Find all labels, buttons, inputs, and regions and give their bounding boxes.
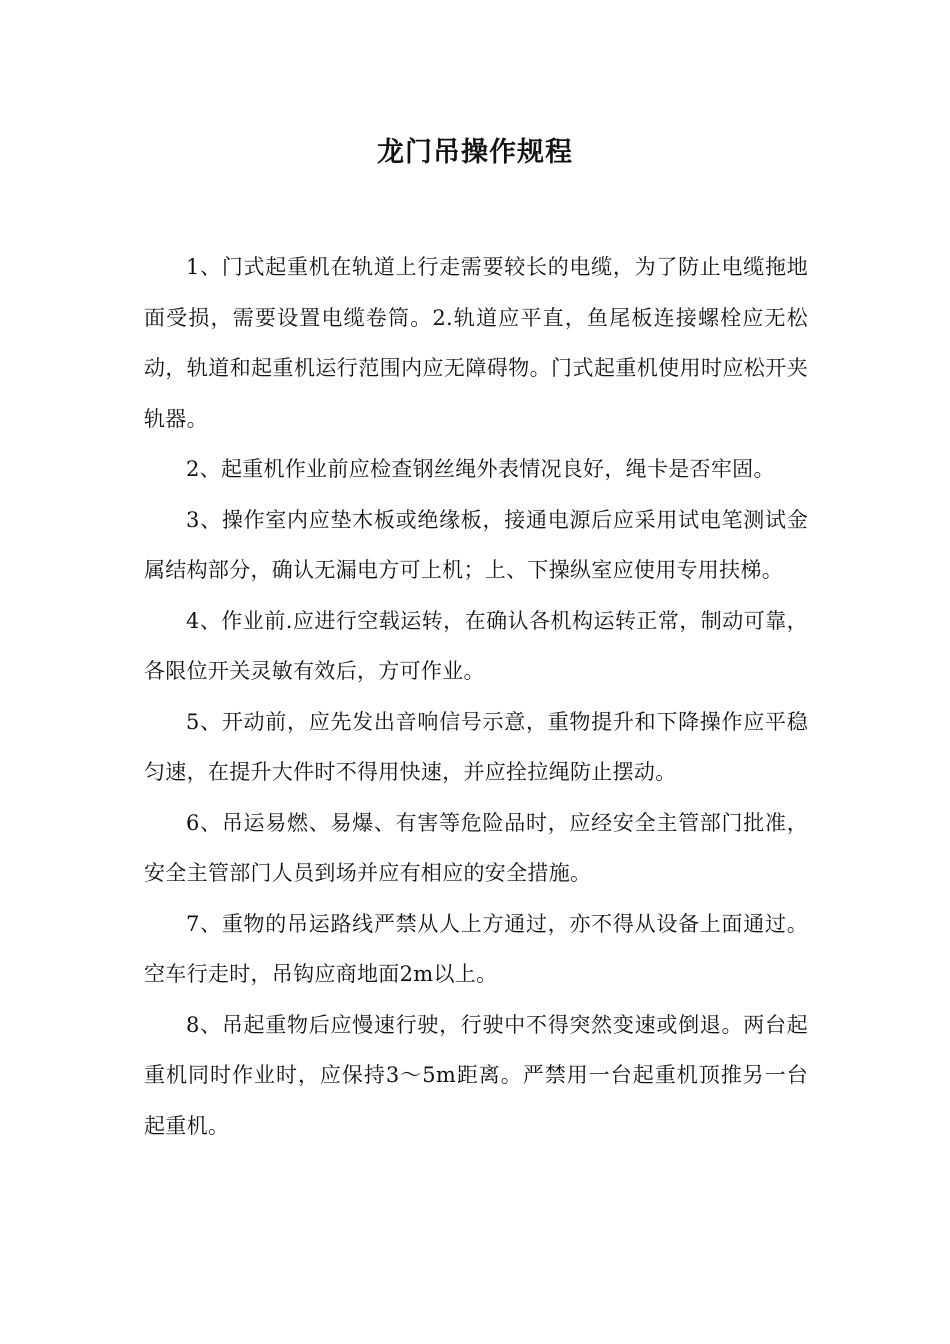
paragraph-1: 1、门式起重机在轨道上行走需要较长的电缆，为了防止电缆拖地面受损，需要设置电缆卷筒。2.轨道应平直，鱼尾板连接螺栓应无松动，轨道和起重机运行范围内应无障碍物。门式起重机使用时应松开夹轨器。 <box>144 255 808 431</box>
document-title: 龙门吊操作规程 <box>377 137 573 168</box>
paragraph-2: 2、起重机作业前应检查钢丝绳外表情况良好，绳卡是否牢固。 <box>186 457 775 481</box>
document-body <box>144 242 808 1151</box>
paragraph-7: 7、重物的吊运路线严禁从人上方通过，亦不得从设备上面通过。空车行走时，吊钩应商地面2m以上。 <box>144 911 808 986</box>
paragraph-6: 6、吊运易燃、易爆、有害等危险品时，应经安全主管部门批准，安全主管部门人员到场并应有相应的安全措施。 <box>144 810 808 885</box>
paragraph-3: 3、操作室内应垫木板或绝缘板，接通电源后应采用试电笔测试金属结构部分，确认无漏电方可上机；上、下操纵室应使用专用扶梯。 <box>144 507 808 582</box>
paragraph-5: 5、开动前，应先发出音响信号示意，重物提升和下降操作应平稳匀速，在提升大件时不得用快速，并应拴拉绳防止摆动。 <box>144 709 808 784</box>
paragraph-8: 8、吊起重物后应慢速行驶，行驶中不得突然变速或倒退。两台起重机同时作业时，应保持3～5m距离。严禁用一台起重机顶推另一台起重机。 <box>144 1012 808 1138</box>
paragraph-4: 4、作业前.应进行空载运转，在确认各机构运转正常，制动可靠，各限位开关灵敏有效后，方可作业。 <box>144 608 808 683</box>
